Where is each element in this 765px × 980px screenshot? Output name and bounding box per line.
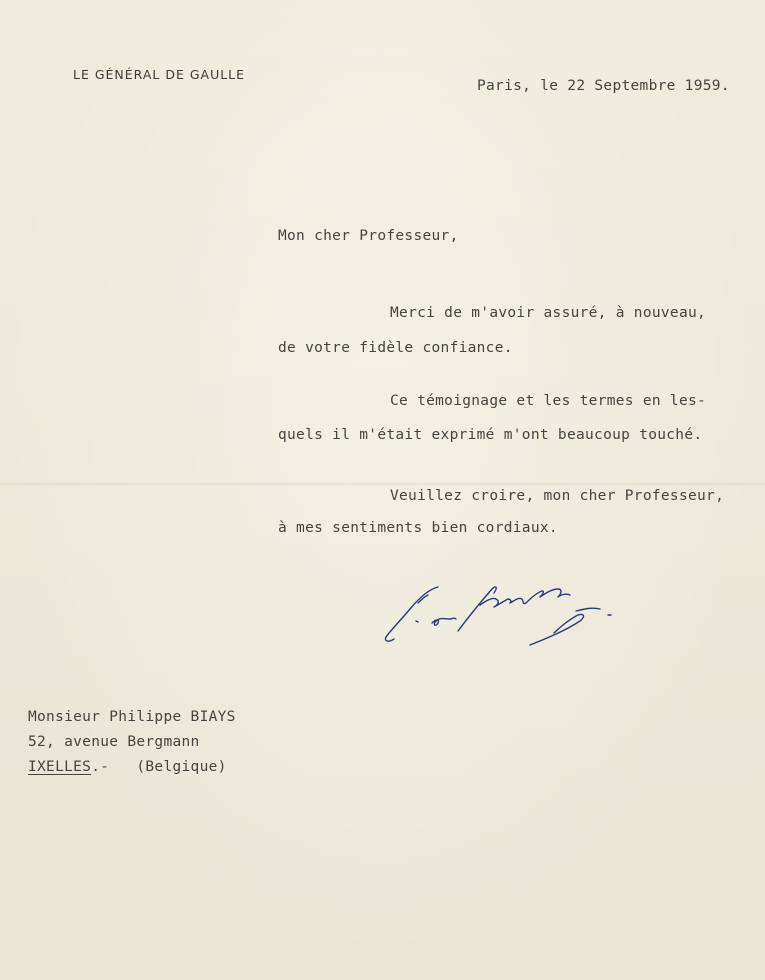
paper-fold-line [0, 482, 765, 486]
recipient-city-line [28, 759, 227, 775]
salutation: Mon cher Professeur, [278, 228, 459, 244]
paragraph-1-line-1: Merci de m'avoir assuré, à nouveau, [390, 305, 707, 321]
recipient-name: Monsieur Philippe BIAYS [28, 709, 236, 725]
handwritten-signature [380, 575, 625, 655]
closing-line-2: à mes sentiments bien cordiaux. [278, 520, 558, 536]
closing-line-1: Veuillez croire, mon cher Professeur, [390, 488, 725, 504]
paragraph-2-line-2: quels il m'était exprimé m'ont beaucoup touché. [278, 427, 703, 443]
date-line: Paris, le 22 Septembre 1959. [477, 78, 730, 94]
letterhead: LE GÉNÉRAL DE GAULLE [73, 67, 246, 82]
recipient-street: 52, avenue Bergmann [28, 734, 200, 750]
paragraph-1-line-2: de votre fidèle confiance. [278, 340, 513, 356]
recipient-country: (Belgique) [136, 759, 227, 775]
recipient-city-suffix: .- [91, 759, 110, 775]
recipient-city: IXELLES [28, 759, 92, 775]
paragraph-2-line-1: Ce témoignage et les termes en les- [390, 393, 707, 409]
